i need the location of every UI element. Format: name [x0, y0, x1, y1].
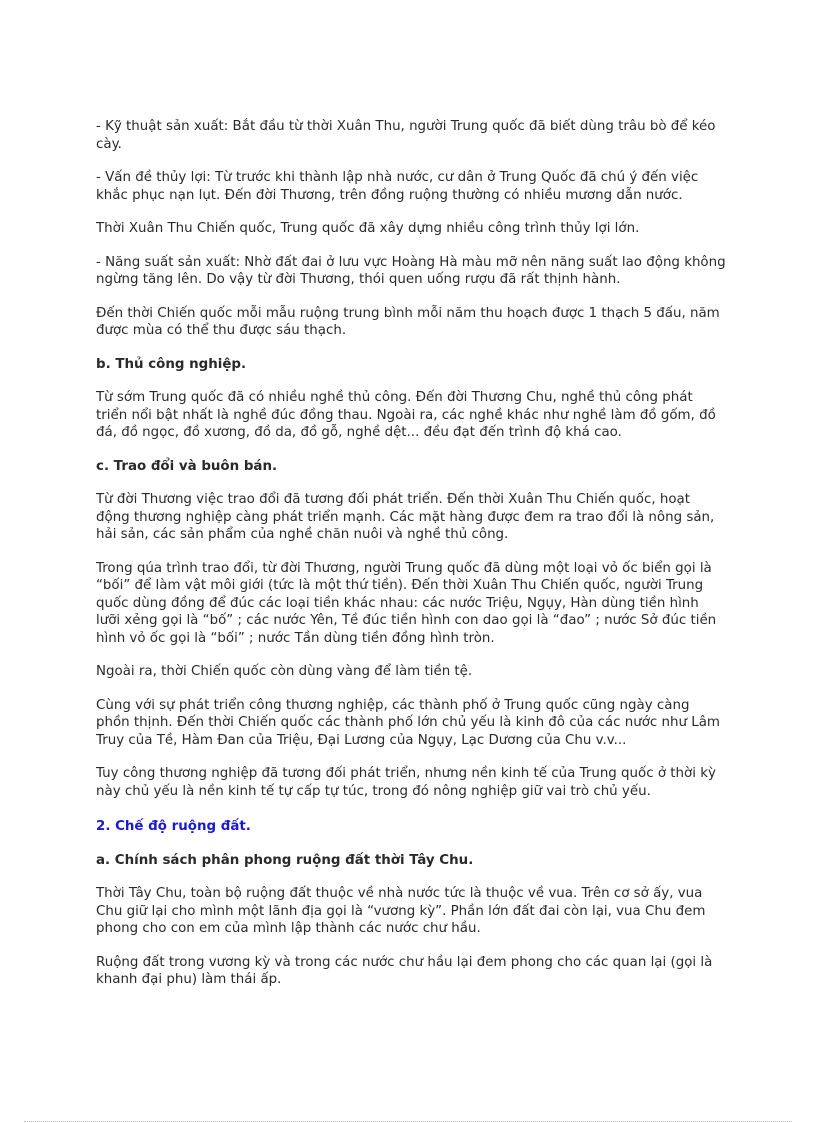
paragraph-currency: Trong qúa trình trao đổi, từ đời Thương, người Trung quốc đã dùng một loại vỏ ốc biển gọi là “bối” để làm vật môi giới (tức là một thứ tiền). Đến thời Xuân Thu Chiến quốc, người Trung quốc dùng đồng để đúc các loại tiền khác nhau: các nước Triệu, Ngụy, Hàn dùng tiền hình lưỡi xẻng gọi là “bố” ; các nước Yên, Tề đúc tiền hình con dao gọi là “đao” ; nước Sở đúc tiền hình vỏ ốc gọi là “bối” ; nước Tần dùng tiền đồng hình tròn.	[96, 560, 717, 646]
paragraph-land-ownership: Thời Tây Chu, toàn bộ ruộng đất thuộc về nhà nước tức là thuộc về vua. Trên cơ sở ấy, vua Chu giữ lại cho mình một lãnh địa gọi là “vương kỳ”. Phần lớn đất đai còn lại, vua Chu đem phong cho con em của mình lập thành các nước chư hầu.	[96, 886, 706, 936]
section-title-land-system: 2. Chế độ ruộng đất.	[96, 819, 251, 834]
paragraph-harvest: Đến thời Chiến quốc mỗi mẫu ruộng trung bình mỗi năm thu hoạch được 1 thạch 5 đấu, năm được mùa có thể thu được sáu thạch.	[96, 305, 720, 338]
paragraph-gold: Ngoài ra, thời Chiến quốc còn dùng vàng để làm tiền tệ.	[96, 664, 473, 679]
paragraph-irrigation: - Vấn đề thủy lợi: Từ trước khi thành lập nhà nước, cư dân ở Trung Quốc đã chú ý đến việc khắc phục nạn lụt. Đến đời Thương, trên đồng ruộng thường có nhiều mương dẫn nước.	[96, 170, 699, 203]
paragraph-cities: Cùng với sự phát triển công thương nghiệp, các thành phố ở Trung quốc cũng ngày càng phồn thịnh. Đến thời Chiến quốc các thành phố lớn chủ yếu là kinh đô của các nước như Lâm Truy của Tề, Hàm Đan của Triệu, Đại Lương của Ngụy, Lạc Dương của Chu v.v...	[96, 697, 720, 748]
paragraph-productivity: - Năng suất sản xuất: Nhờ đất đai ở lưu vực Hoàng Hà màu mỡ nên năng suất lao động không ngừng tăng lên. Do vậy từ đời Thương, thói quen uống rượu đã rất thịnh hành.	[96, 254, 726, 287]
paragraph-fiefs: Ruộng đất trong vương kỳ và trong các nước chư hầu lại đem phong cho các quan lại (gọi là khanh đại phu) làm thái ấp.	[96, 954, 713, 987]
heading-land-policy: a. Chính sách phân phong ruộng đất thời Tây Chu.	[96, 852, 474, 868]
paragraph-economy: Tuy công thương nghiệp đã tương đối phát triển, nhưng nền kinh tế của Trung quốc ở thời kỳ này chủ yếu là nền kinh tế tự cấp tự túc, trong đó nông nghiệp giữ vai trò chủ yếu.	[96, 766, 716, 799]
page-bottom-divider	[24, 1121, 792, 1122]
paragraph-irrigation-works: Thời Xuân Thu Chiến quốc, Trung quốc đã xây dựng nhiều công trình thủy lợi lớn.	[96, 221, 640, 236]
paragraph-trade: Từ đời Thương việc trao đổi đã tương đối phát triển. Đến thời Xuân Thu Chiến quốc, hoạt động thương nghiệp càng phát triển mạnh. Các mặt hàng được đem ra trao đổi là nông sản, hải sản, các sản phẩm của nghề chăn nuôi và nghề thủ công.	[96, 492, 715, 542]
document-body	[96, 118, 726, 1005]
paragraph-handicraft: Từ sớm Trung quốc đã có nhiều nghề thủ công. Đến đời Thương Chu, nghề thủ công phát triển nổi bật nhất là nghề đúc đồng thau. Ngoài ra, các nghề khác như nghề làm đồ gốm, đồ đá, đồ ngọc, đồ xương, đồ da, đồ gỗ, nghề dệt... đều đạt đến trình độ khá cao.	[96, 390, 716, 440]
heading-handicraft: b. Thủ công nghiệp.	[96, 356, 247, 372]
heading-trade: c. Trao đổi và buôn bán.	[96, 458, 278, 474]
paragraph-production-technique: - Kỹ thuật sản xuất: Bắt đầu từ thời Xuân Thu, người Trung quốc đã biết dùng trâu bò để kéo cày.	[96, 119, 716, 152]
